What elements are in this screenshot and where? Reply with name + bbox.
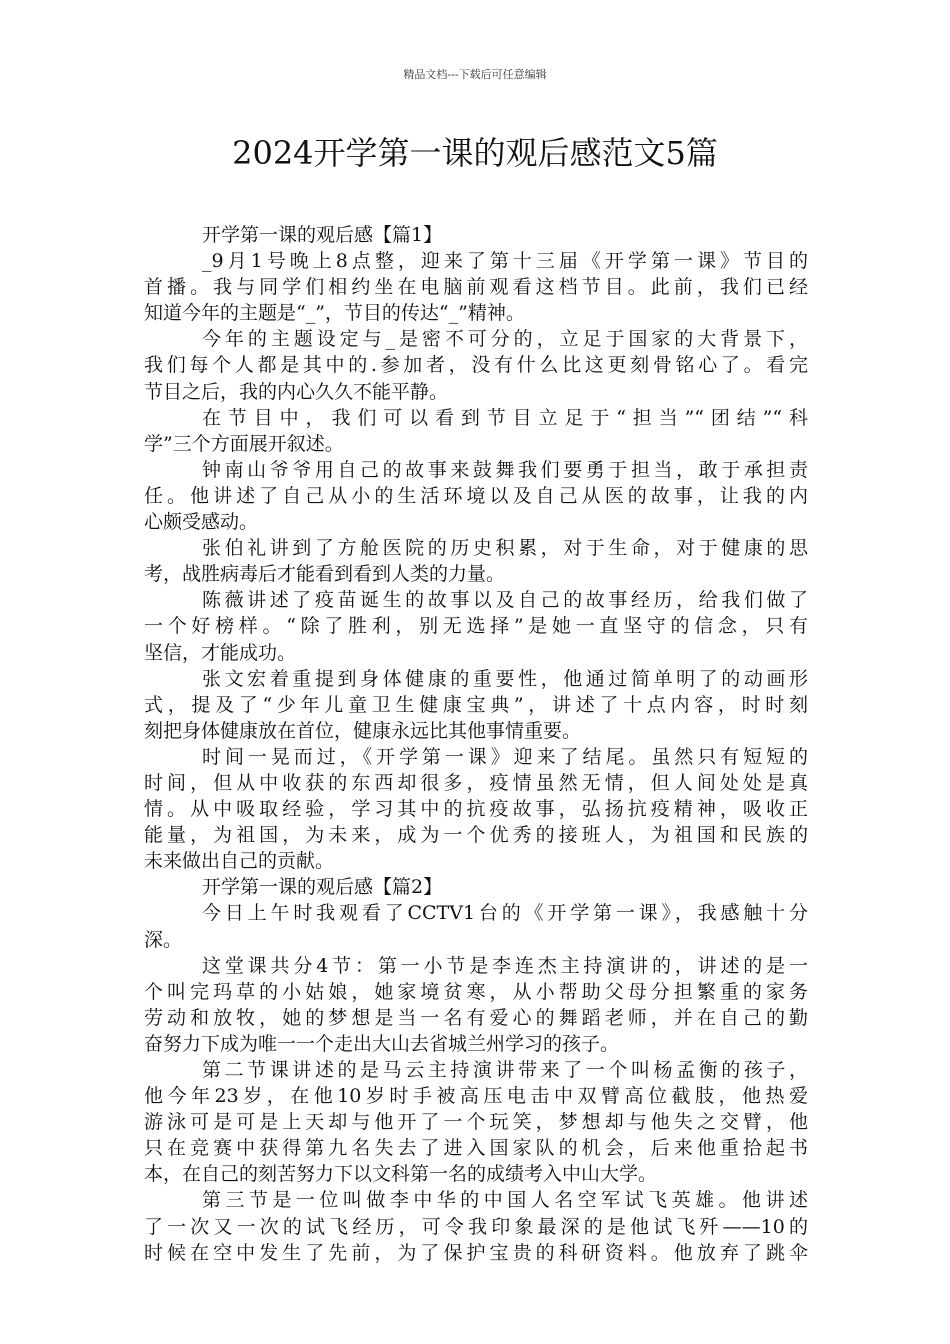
text-line: 刻把身体健康放在首位，健康永远比其他事情重要。	[144, 719, 582, 742]
text-line: 首播。我与同学们相约坐在电脑前观看这档节目。此前，我们已经	[144, 276, 808, 299]
header-note: 精品文档---下载后可任意编辑	[403, 68, 547, 81]
text-line: _9月1号晚上8点整，迎来了第十三届《开学第一课》节目的	[202, 250, 808, 273]
text-line: 本，在自己的刻苦努力下以文科第一名的成绩考入中山大学。	[144, 1163, 658, 1186]
text-line: 张文宏着重提到身体健康的重要性，他通过简单明了的动画形	[202, 667, 808, 690]
text-line: 能量，为祖国，为未来，成为一个优秀的接班人，为祖国和民族的	[144, 824, 808, 847]
text-line: 深。	[144, 928, 183, 951]
text-line: 时间一晃而过，《开学第一课》迎来了结尾。虽然只有短短的	[202, 745, 808, 768]
text-line: 节目之后，我的内心久久不能平静。	[144, 380, 449, 403]
text-line: 第三节是一位叫做李中华的中国人名空军试飞英雄。他讲述	[202, 1189, 808, 1212]
text-line: 我们每个人都是其中的.参加者，没有什么比这更刻骨铭心了。看完	[144, 354, 808, 377]
text-line: 个叫完玛草的小姑娘，她家境贫寒，从小帮助父母分担繁重的家务	[144, 980, 808, 1003]
text-line: 奋努力下成为唯一一个走出大山去省城兰州学习的孩子。	[144, 1032, 620, 1055]
text-line: 只在竞赛中获得第九名失去了进入国家队的机会，后来他重拾起书	[144, 1137, 808, 1160]
text-line: 时间，但从中收获的东西却很多，疫情虽然无情，但人间处处是真	[144, 771, 808, 794]
text-line: 钟南山爷爷用自己的故事来鼓舞我们要勇于担当，敢于承担责	[202, 458, 808, 481]
text-line: 他今年23岁，在他10岁时手被高压电击中双臂高位截肢，他热爱	[144, 1085, 808, 1108]
text-line: 知道今年的主题是“_”，节目的传达“_”精神。	[144, 302, 525, 325]
text-line: 心颇受感动。	[144, 511, 259, 534]
document-body	[144, 222, 808, 1266]
text-line: 了一次又一次的试飞经历，可令我印象最深的是他试飞歼——10的	[144, 1215, 808, 1238]
text-line: 开学第一课的观后感【篇2】	[202, 876, 443, 899]
text-line: 式，提及了“少年儿童卫生健康宝典”，讲述了十点内容，时时刻	[144, 693, 808, 716]
text-line: 游泳可是可是上天却与他开了一个玩笑，梦想却与他失之交臂，他	[144, 1111, 808, 1134]
text-line: 这堂课共分4节：第一小节是李连杰主持演讲的，讲述的是一	[202, 954, 808, 977]
text-line: 今年的主题设定与_是密不可分的，立足于国家的大背景下，	[202, 328, 808, 351]
text-line: 第二节课讲述的是马云主持演讲带来了一个叫杨孟衡的孩子，	[202, 1059, 808, 1081]
text-line: 劳动和放牧，她的梦想是当一名有爱心的舞蹈老师，并在自己的勤	[144, 1006, 808, 1029]
document-title: 2024开学第一课的观后感范文5篇	[232, 134, 718, 172]
text-line: 情。从中吸取经验，学习其中的抗疫故事，弘扬抗疫精神，吸收正	[144, 798, 808, 821]
text-line: 未来做出自己的贡献。	[144, 850, 335, 873]
text-line: 坚信，才能成功。	[144, 641, 297, 664]
text-line: 考，战胜病毒后才能看到看到人类的力量。	[144, 563, 506, 586]
text-line: 学”三个方面展开叙述。	[144, 432, 344, 455]
text-line: 在节目中，我们可以看到节目立足于“担当”“团结”“科	[202, 406, 808, 429]
text-line: 时候在空中发生了先前，为了保护宝贵的科研资料。他放弃了跳伞	[144, 1241, 808, 1264]
text-line: 今日上午时我观看了CCTV1台的《开学第一课》，我感触十分	[202, 902, 808, 925]
text-line: 陈薇讲述了疫苗诞生的故事以及自己的故事经历，给我们做了	[202, 589, 808, 612]
text-line: 任。他讲述了自己从小的生活环境以及自己从医的故事，让我的内	[144, 484, 808, 507]
text-line: 开学第一课的观后感【篇1】	[202, 224, 443, 246]
text-line: 一个好榜样。“除了胜利，别无选择”是她一直坚守的信念，只有	[144, 615, 808, 638]
text-line: 张伯礼讲到了方舱医院的历史积累，对于生命，对于健康的思	[202, 537, 808, 560]
